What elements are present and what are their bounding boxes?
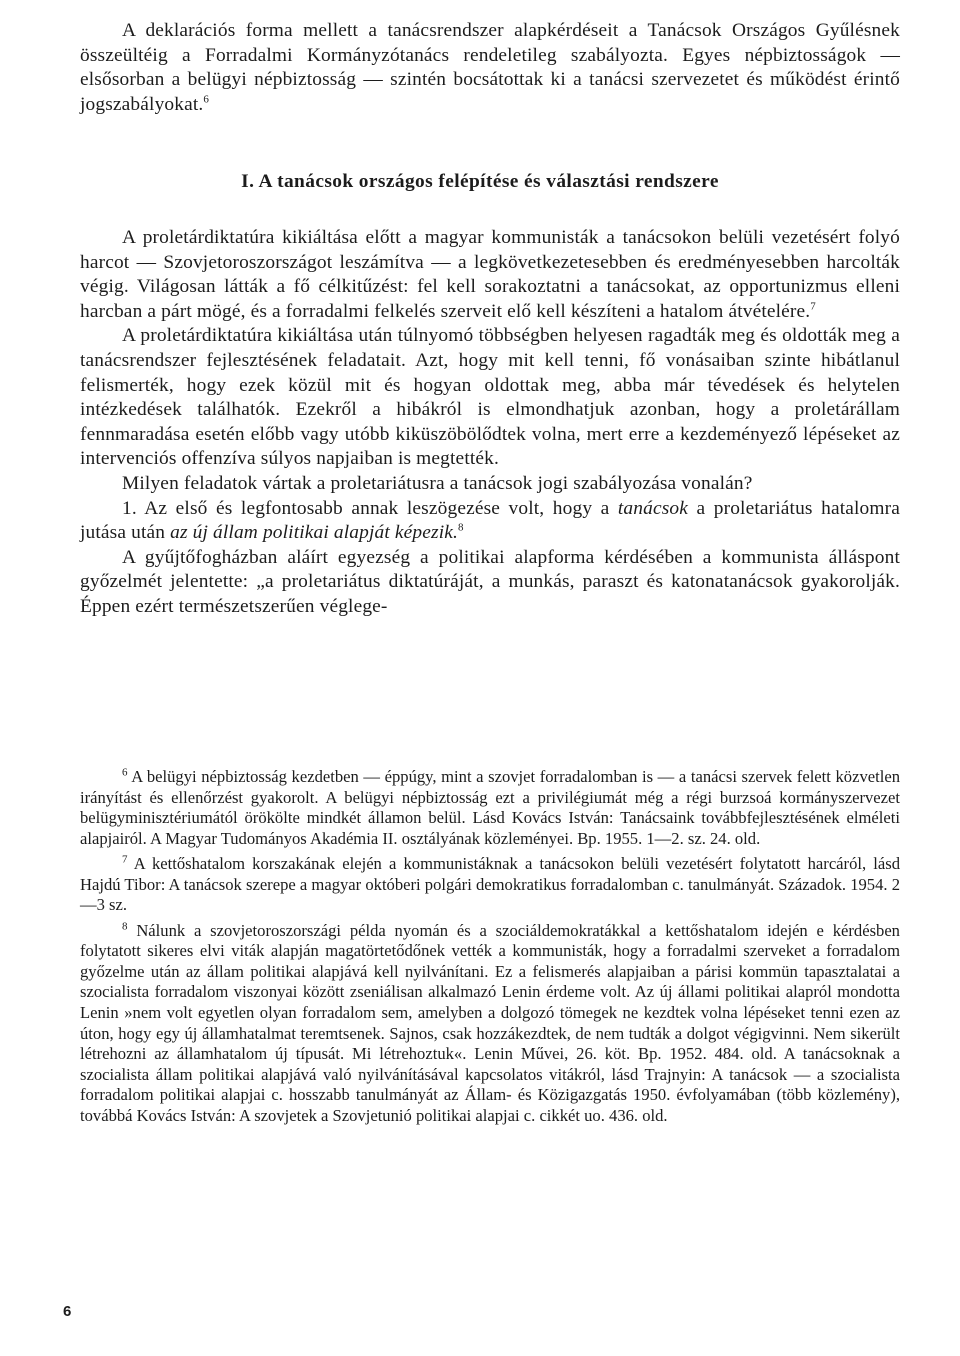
footnote-8: $^8$ Nálunk a szovjetoroszországi példa nyomán és a szociáldemokratákkal a kettőshatalom idején e kérdésben folytatott sikeres elvi viták alapján magatörtetődőnek vették a kommunisták, hogy a forradalmi szerveket a forradalom győzelme után az állam politikai alapjává kell nyilvánítani. Ez a felismerés alapjaiban a párisi kommün tapasztalatai a szocialista forradalom viszonyai között zseniálisan alkalmazó Lenin érdeme volt. Az új állami politikai alapról mondotta Lenin »nem volt egyetlen olyan forradalom sem, amelyben a dolgozó tömegek ne kezdtek volna lépéseket tenni ezen az úton, hogy egy új államhatalmat teremtsenek. Sajnos, csak hozzákezdtek, de nem tudták a dolgot végigvinni. Nem sikerült létrehozni az államhatalom új típusát. Mi létrehoztuk«. Lenin Művei, 26. köt. Bp. 1952. 484. old. A tanácsoknak a szocialista állam politikai alapjává való nyilvánításával kapcsolatos vitákról, lásd Trajnyin: A tanácsok — a szocialista forradalom politikai alapjai c. hosszabb tanulmányát az Állam- és Közigazgatás 1950. évfolyamában (több közlemény), továbbá Kovács István: A szovjetek a Szovjetunió politikai alapjai c. cikkét uo. 436. old. <box>80 920 900 1125</box>
paragraph-4: 1. Az első és legfontosabb annak leszögezése volt, hogy a tanácsok a proletariátus hatalomra jutása után az új állam politikai alapját képezik.$^8$ <box>80 497 900 544</box>
paragraph-1: A proletárdiktatúra kikiáltása előtt a magyar kommunisták a tanácsokon belüli vezetésért folyó harcot — Szovjetoroszországot leszámítva — a legkövetkezetesebben és eredményesebben harcolták végig. Világosan látták a fő célkitűzést: fel kell sorakoztatni a tanácsokat, az opportunizmus elleni harcban a párt mögé, és a forradalmi felkelés szerveit elő kell készíteni a hatalom átvételére.$^7$ <box>80 227 900 322</box>
section-heading: I. A tanácsok országos felépítése és választási rendszere <box>241 171 719 192</box>
emphasis-uj-allam: az új állam politikai alapját képezik. <box>170 522 459 544</box>
footnotes <box>80 767 900 1126</box>
intro-text: A deklarációs forma mellett a tanácsrendszer alapkérdéseit a Tanácsok Országos Gyűlésnek összeültéig a Forradalmi Kormányzótanács rendeletileg szabályozta. Egyes népbiztosságok — elsősorban a belügyi népbiztosság — szintén bocsátottak ki a tanácsi szervezetet és működést érintő jogszabályokat.$^6$ <box>80 20 900 115</box>
emphasis-tanacsok: tanácsok <box>617 497 689 519</box>
footnote-number: 7 <box>122 853 128 866</box>
paragraph-5: A gyűjtőfogházban aláírt egyezség a politikai alapforma kérdésében a kommunista álláspont győzelmét jelentette: „a proletariátus diktatúráját, a munkás, paraszt és katonatanácsok gyakorolják. Éppen ezért természetszerűen véglege- <box>80 546 900 617</box>
footnote-number: 8 <box>122 920 128 933</box>
footnote-ref-6: 6 <box>203 93 210 106</box>
main-body <box>80 226 900 620</box>
intro-paragraph <box>80 19 900 117</box>
footnote-7: $^7$ A kettőshatalom korszakának elején a kommunistáknak a tanácsokon belüli vezetésért folytatott harcáról, lásd Hajdú Tibor: A tanácsok szerepe a magyar októberi polgári demokratikus forradalomban c. tanulmányát. Századok. 1954. 2—3 sz. <box>80 853 900 915</box>
paragraph-2: A proletárdiktatúra kikiáltása után túlnyomó többségben helyesen ragadták meg és oldották meg a tanácsrendszer fejlesztésének feladatait. Azt, hogy mit kell tenni, fő vonásaiban szinte hibátlanul felismerték, hogy ezek közül mit és hogyan oldottak meg, abba már tévedések és helytelen intézkedések találhatók. Ezekről a hibákról is elmondhatjuk azonban, hogy a proletárállam fennmaradása esetén előbb vagy utóbb kiküszöbölődtek volna, mert erre a kezdeményező lépéseket az intervenciós offenzíva súlyos napjaiban is megtették. <box>80 325 900 470</box>
paragraph-3: Milyen feladatok vártak a proletariátusra a tanácsok jogi szabályozása vonalán? <box>122 472 753 494</box>
footnote-number: 6 <box>122 766 128 779</box>
footnote-ref-7: 7 <box>810 300 816 313</box>
footnote-ref-8: 8 <box>458 521 464 534</box>
page-number: 6 <box>63 1303 72 1320</box>
footnote-6: $^6$ A belügyi népbiztosság kezdetben — éppúgy, mint a szovjet forradalomban is — a tanácsi szervek felett közvetlen irányítást és ellenőrzést gyakorolt. A belügyi népbiztosság ezt a privilégiumát még a régi burzsoá kormányszervezet belügyminisztériumától örökölte mindkét államon belül. Lásd Kovács István: Tanácsaink továbbfejlesztésének elméleti alapjairól. A Magyar Tudományos Akadémia II. osztályának közleményei. Bp. 1955. 1—2. sz. 24. old. <box>80 766 900 848</box>
